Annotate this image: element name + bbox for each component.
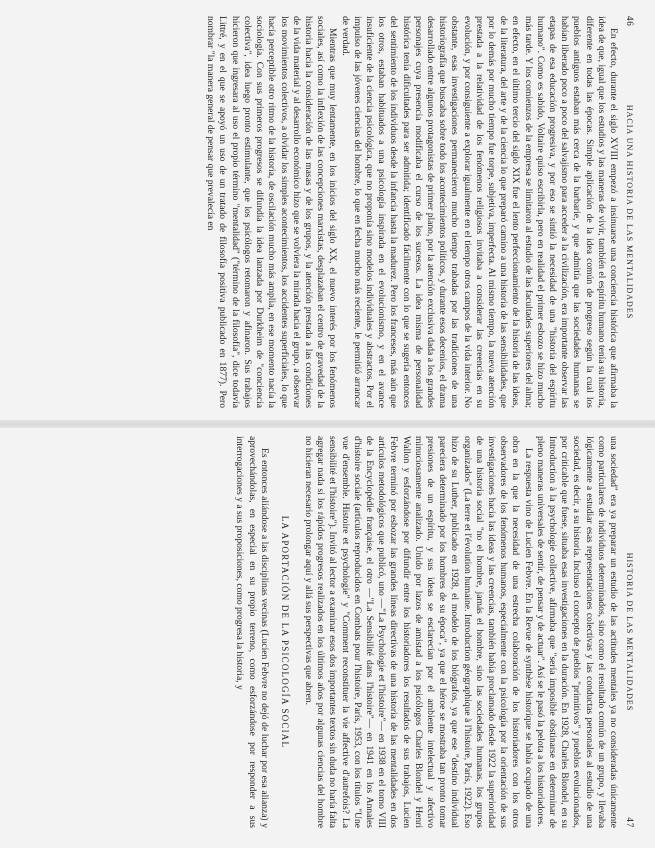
left-page-number: 46 [625, 16, 635, 27]
right-running-head [619, 436, 635, 828]
section-heading: LA APORTACIÓN DE LA PSICOLOGÍA SOCIAL [279, 515, 290, 749]
left-body-text [204, 16, 619, 408]
right-running-title: HISTORIA DE LAS MENTALIDADES [625, 552, 634, 712]
left-paragraph: Mientras que muy lentamente, en los inicios del siglo XX, el nuevo interés por los fenómenos sociales, así como la inflexión de las concepciones marxistas, desplazaban el centro de gravedad de la historia hacia la consideración de las masas y de los grupos, y la atención prestada a las condiciones de la vida material y al desarrollo económico hizo que se volviera la mirada hacia el grupo, a observar los movimientos colectivos, a olvidar los simples acontecimientos, los accidentes superficiales, lo que hacía perceptible otro ritmo de la historia, de oscilación mucho más amplia, en ese momento nacía la sociología. Con sus primeros progresos se difundía la idea lanzada por Durkheim de "conciencia colectiva", idea luego pronto estimulante, que los psicólogos retomaron y afinaron. Sus trabajos hicieron que ingresara al uso el propio término "mentalidad" ("término de la filosofía", dice todavía Littré, y en el que se apoyó un uso de un tratado de filosofía positiva publicado en 1877). Pero nombrar "la manera general de pensar que prevalecía en [205, 16, 339, 408]
right-paragraph: una sociedad" era ya preparar un estudio de las actitudes mentales ya no consideradas únicamente como particulares de individuos determinados, sino como el resultado común de un grupo, y llevaba lógicamente a estudiar esas representaciones colectivas y las conductas personales al estudio de una sociedad, es decir, a su historia. Incluso el concepto de pueblos "primitivos" y pueblos evolucionados, por criticable que fuese, situaba esas investigaciones en la duración. En 1928, Charles Blondel, en su Introduction à la psychologie collective, afirmaba que "sería imposible obstinarse en determinar de pleno maneras universales de sentir, de pensar y de actuar". Así se le pasó la pelota a los historiadores. [534, 436, 619, 828]
right-body-text [233, 436, 619, 828]
right-page [15, 436, 635, 828]
left-paragraph: En efecto, durante el siglo XVIII empezó a insinuarse una conciencia histórica que afirmaba la idea de que, igual que los estudios y las maneras de vivir, también el espíritu humano tenía su historia, diferente en todas las épocas. Simple aplicación de la idea común de progreso según la cual los pueblos antiguos estaban más cerca de la barbarie, y que admitía que las sociedades humanas se habían liberado poco a poco del salvajismo para acceder a la civilización, era importante observar las etapas de esa educación progresiva, y por eso se sintió la necesidad de una "historia del espíritu humano". Como es sabido, Voltaire quiso escribirla, pero en realidad el primer esbozo se hizo mucho más tarde. Y los comienzos de la empresa se limitaron al estudio de las facultades superiores del alma; en efecto, en el último tercio del siglo XIX fue el lento perfeccionamiento de la historia de las ideas, de la literatura, del arte y de la ciencia lo que preparó camino a una historia de las sensibilidades, que por lo demás por mucho tiempo fue torpe, subjetiva, imperfecta. Al mismo tiempo, la nueva atención prestada a la relatividad de los fenómenos religiosos invitaba a considerar las creencias en su evolución, y por consiguiente a explorar igualmente en el tiempo otros campos de la vida interior. No obstante, esas investigaciones permanecieron mucho tiempo trabadas por las tradiciones de una historiografía que buscaba sobre todo los acontecimientos políticos, y durante esos decenios, el drama desarrollado entre algunos protagonistas de primer plano, por la atención exclusiva dada a los grandes personajes cuya presencia modificaba el curso de los sucesos. La idea misma de personalidad histórica tenía dificultades para ser admitida; identificado fácilmente con lo que se sugería entonces del sentimiento de los individuos desde la infancia hasta la madurez. Pero los franceses, más aún que los otros, estaban habituados a una psicología inspirada en el evolucionismo, y en el avance insuficiente de la ciencia psicológica, que no proponía sino modelos individuales y abstractos. Por el impulso de las jóvenes ciencias del hombre, lo que en fecha mucho más reciente, le permitió arrancar de verdad. [339, 16, 619, 408]
left-page [15, 16, 635, 408]
right-paragraph: La respuesta vino de Lucien Febvre. En la Revue de synthèse historique se había ocupado de una obra en la que la necesidad de una estrecha colaboración de los historiadores con los otros observadores de los fenómenos humanos, especialmente con la psicología por la orientación de sus investigaciones hacia las ideas y las creencias, también había proclamado desde 1922 la superioridad de una historia social "no el hombre, jamás el hombre, sino las sociedades humanas, los grupos organizados" (La terre et l'évolution humaine. Introduction géographique à l'histoire, París, 1922). Eso hizo de su Luther, publicado en 1928, el modelo de los biógrafos, ya que ese "destino individual pareciera determinado por los hombres de su época", ya que el héroe se mostraba tan pronto tomar presiones de un espíritu, y sus ideas se esclarecían por el ambiente intelectual y afectivo minuciosamente analizado. Unido por lazos de amistad a los psicólogos Charles Blondel y Henri Wallon y esforzándose por difundir entre los historiadores los resultados de sus trabajos, Lucien Febvre terminó por esbozar las grandes líneas directivas de una historia de las mentalidades en dos artículos metodológicos que publicó, uno —"La Psychologie et l'histoire"— en 1938 en el tomo VIII de la Encyclopédie française, el otro —"La Sensibilité dans l'histoire"— en 1941 en los Annales d'histoire sociale (artículos reproducidos en Combats pour l'histoire, París, 1953, con los títulos "Une vue d'ensemble. Histoire et psychologie" y "Comment reconstituer la vie affective d'autrefois? La sensibilité et l'histoire"). Invitó al lector a examinar esos dos importantes textos sin duda no haría falta agregar nada si los rápidos progresos realizados en los últimos años por algunas ciencias del hombre no hicieran necesario prolongar aquí y allá sus perspectivas que abren. [302, 436, 534, 828]
right-paragraph: Es entonces aliándose a las disciplinas vecinas (Lucien Febvre no dejó de luchar por esa alianza) y aprovechándolas, en especial en su propio terreno, como esforzándose por responder a sus interrogaciones y a sus proposiciones, como progresa la historia, y [234, 436, 270, 828]
book-gutter [0, 420, 655, 428]
left-running-title: HACIA UNA HISTORIA DE LAS MENTALIDADES [625, 104, 634, 320]
left-running-head [619, 16, 635, 408]
right-page-number: 47 [625, 817, 635, 828]
